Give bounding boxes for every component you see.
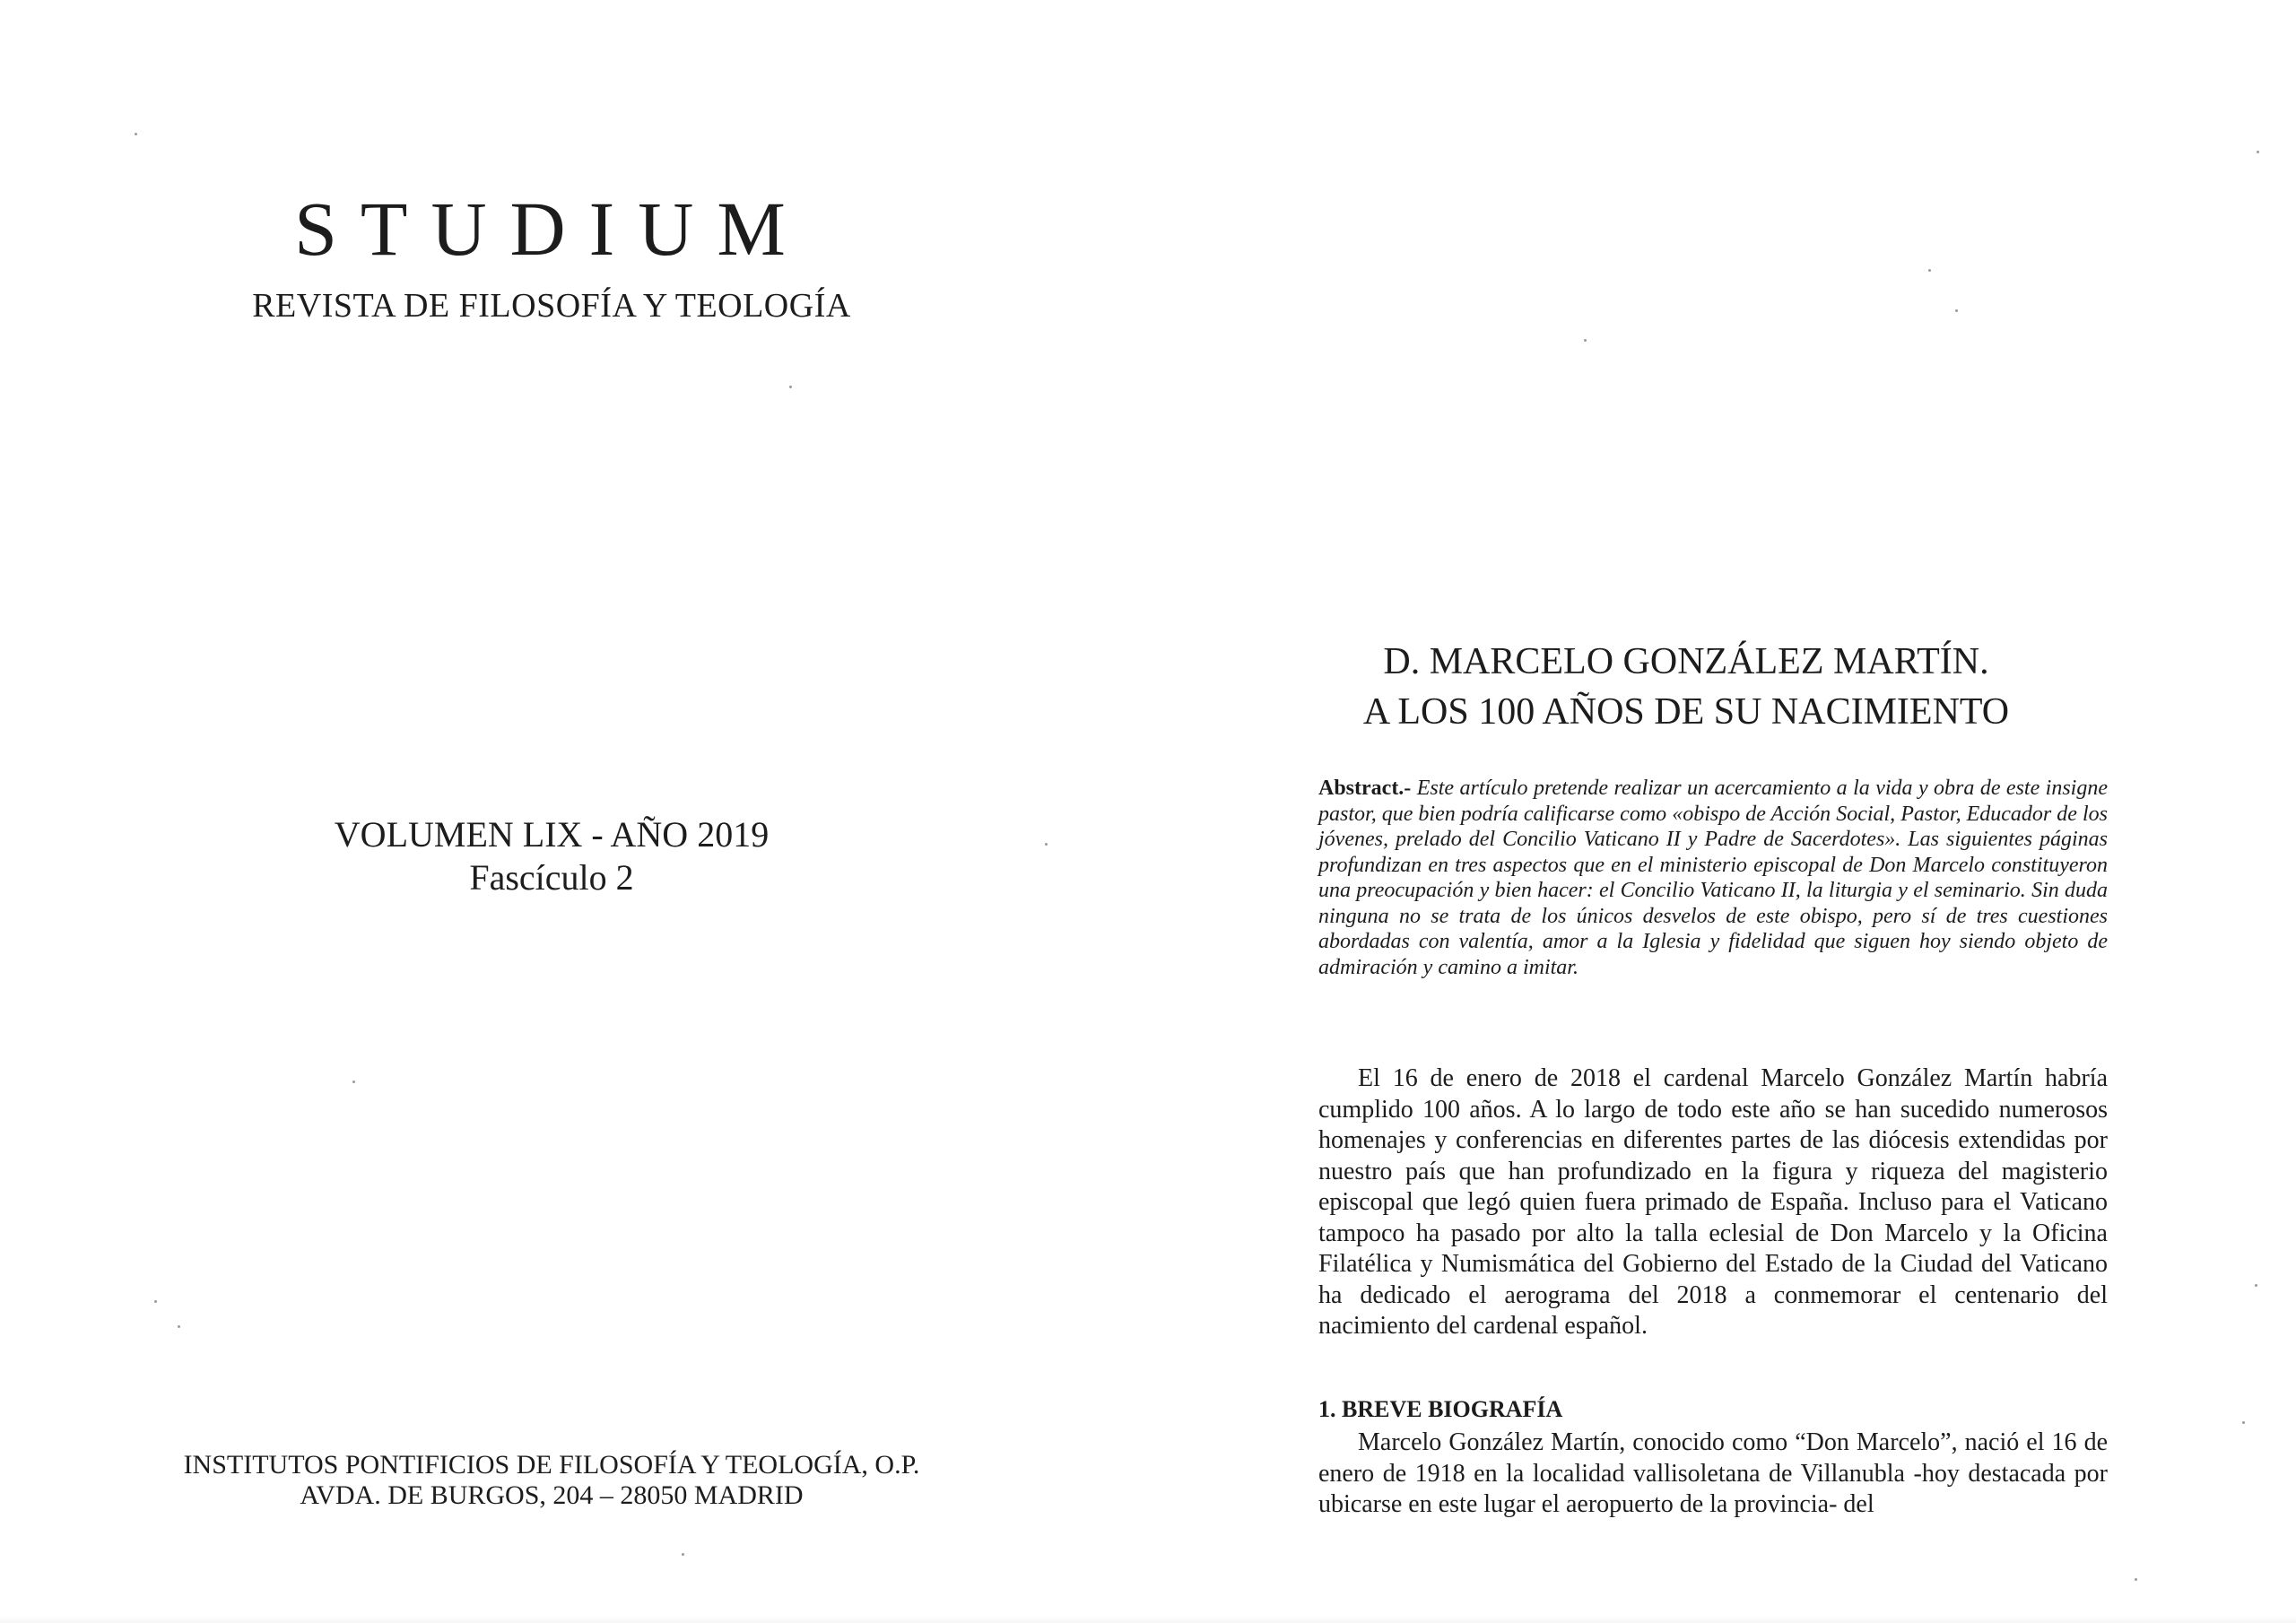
journal-title: STUDIUM — [294, 186, 809, 272]
journal-subtitle: REVISTA DE FILOSOFÍA Y TEOLOGÍA — [252, 287, 851, 325]
scan-speck — [789, 386, 792, 388]
section-heading: 1. BREVE BIOGRAFÍA — [1318, 1396, 1563, 1422]
scan-speck — [2242, 1421, 2245, 1424]
scan-speck — [2255, 1284, 2257, 1287]
abstract-label: Abstract.- — [1318, 777, 1412, 800]
abstract-text: Este artículo pretende realizar un acercamiento a la vida y obra de este insigne pastor, que bien podría calificarse como «obispo de Acción Social, Pastor, Educador de los jóvenes, prelado del Concilio Vaticano II y Padre de Sacerdotes». Las siguientes páginas profundizan en tres aspectos que en el ministerio episcopal de Don Marcelo constituyeron una preocupación y bien hacer: el Concilio Vaticano II, la liturgia y el seminario. Sin duda ninguna no se trata de los únicos desvelos de este obispo, pero sí de tres cuestiones abordadas con valentía, amor a la Iglesia y fidelidad que siguen hoy siendo objeto de admiración y camino a imitar. — [1318, 777, 2109, 979]
scan-speck — [1928, 269, 1931, 272]
publisher-name: INSTITUTOS PONTIFICIOS DE FILOSOFÍA Y TEOLOGÍA, O.P. — [183, 1450, 920, 1480]
scan-speck — [154, 1300, 157, 1303]
scan-speck — [2135, 1578, 2137, 1581]
scan-speck — [352, 1081, 355, 1083]
scan-speck — [682, 1553, 684, 1556]
scan-speck — [135, 133, 137, 135]
fascicle-number: Fascículo 2 — [469, 857, 634, 898]
publisher-address: AVDA. DE BURGOS, 204 – 28050 MADRID — [300, 1480, 804, 1510]
article-title-line-2: A LOS 100 AÑOS DE SU NACIMIENTO — [1362, 691, 2010, 733]
article-title — [1202, 637, 2170, 737]
scan-speck — [1045, 843, 1048, 846]
scan-speck — [1584, 339, 1587, 342]
right-page-article — [1148, 0, 2296, 1623]
body-paragraph-1: El 16 de enero de 2018 el cardenal Marcelo González Martín habría cumplido 100 años. A lo largo de todo este año se han sucedido numerosos homenajes y conferencias en diferentes partes de las diócesis extendidas por nuestro país que han profundizado en la figura y riqueza del magisterio episcopal que legó quien fuera primado de España. Incluso para el Vaticano tampoco ha pasado por alto la talla eclesial de Don Marcelo y la Oficina Filatélica y Numismática del Gobierno del Estado de la Ciudad del Vaticano ha dedicado el aerograma del 2018 a conmemorar el centenario del nacimiento del cardenal español. — [1318, 1064, 2108, 1340]
article-title-line-1: D. MARCELO GONZÁLEZ MARTÍN. — [1383, 641, 1989, 682]
scan-speck — [1955, 309, 1958, 312]
scan-speck — [178, 1325, 180, 1328]
volume-year: VOLUMEN LIX - AÑO 2019 — [334, 814, 770, 855]
abstract — [1318, 776, 2108, 980]
scan-edge-shadow — [0, 1616, 2296, 1623]
body-paragraph-2: Marcelo González Martín, conocido como “Don Marcelo”, nació el 16 de enero de 1918 en la localidad vallisoletana de Villanubla -hoy destacada por ubicarse en este lugar el aeropuerto de la provincia- del — [1318, 1428, 2108, 1518]
scan-speck — [2257, 151, 2259, 153]
